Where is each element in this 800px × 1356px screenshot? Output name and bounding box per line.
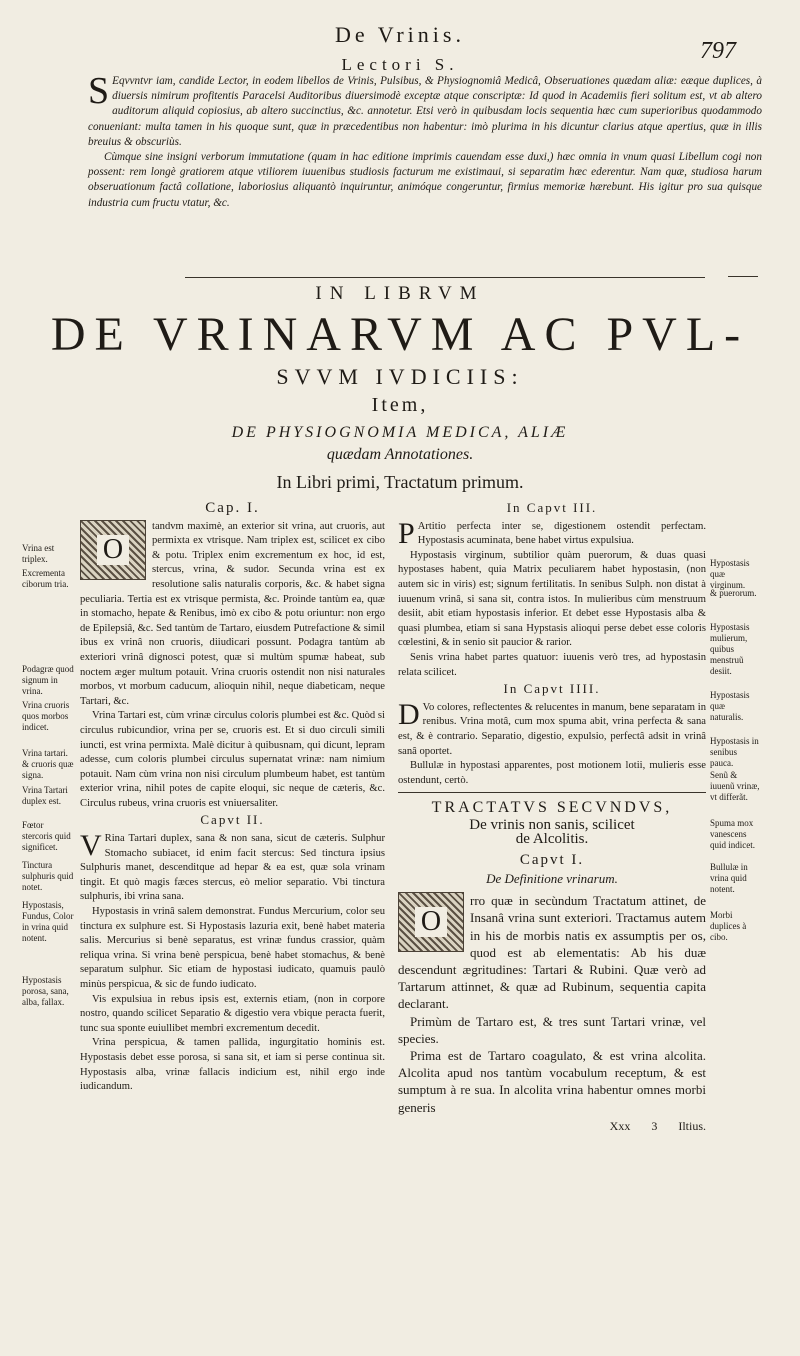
paragraph: Prima est de Tartaro coagulato, & est vrina alcolita. Alcolita apud nos tantùm vocabulum receptum, & est sumptum à re sua. In alcolita vrina habentur omnes morbi generis [398, 1048, 706, 1115]
address-to-reader: Lectori S. [341, 55, 459, 74]
margin-note: Excrementa ciborum tria. [22, 568, 69, 589]
signature-line [398, 1118, 706, 1135]
title-item: Item, [371, 394, 429, 416]
horizontal-rule [185, 277, 705, 278]
margin-note: Vrina cruoris quos morbos indicet. [22, 700, 70, 732]
margin-note: Hypostasis mulierum, quibus menstruũ desiit. [710, 622, 750, 676]
title-annotations: quædam Annotationes. [326, 446, 474, 463]
section-rule [398, 792, 706, 793]
chapter-1-text-2: Vrina Tartari est, cùm vrinæ circulus coloris plumbei est &c. Quòd si circulus rubicundior, vrina per se, cruoris est. Et si duo circuli simili iuncti, est vrina permixta. Malè dicitur à quibusnam, qui dicunt, lepram adesse, cum coloris plumbei circulus supernatat vrinæ: nam nimium potauit. Nam cùm vrina non nisi circulum plumbeum habet, est tantùm exterior vrina, nihil potes de capite eloqui, sic neque de cæteris, &c. Circulus rubeus, vrina cruoris est vniuersaliter. [80, 710, 385, 809]
drop-cap: P [398, 516, 415, 550]
ornamental-initial: O [398, 892, 464, 952]
tractatus-title: TRACTATVS SECVNDVS, [431, 799, 673, 817]
title-physiognomy: DE PHYSIOGNOMIA MEDICA, ALIÆ [231, 424, 569, 441]
margin-note: Hypostasis porosa, sana, alba, fallax. [22, 975, 69, 1007]
catchword: Iltius. [678, 1118, 706, 1133]
margin-note: Morbi duplices à cibo. [710, 910, 747, 942]
margin-note: & puerorum. [710, 588, 757, 598]
ornamental-initial: O [80, 520, 146, 580]
drop-cap-s: S [88, 70, 110, 112]
margin-note: Hypostasis quæ virginum. [710, 558, 750, 590]
title-libri-primi: In Libri primi, Tractatum primum. [276, 472, 524, 492]
paragraph: Senis vrina habet partes quatuor: iuuenis verò tres, ad hypostasin relata scilicet. [398, 651, 706, 678]
preface-paragraph-1: S Eqvvntvr iam, candide Lector, in eodem libellos de Vrinis, Pulsibus, & Physiognomiâ Medicâ, Obseruationes quædam aliæ: eæque duplices, à diuersis nimirum profitentis Paracelsi Auditoribus diuersimodè exceptæ atque conscriptæ: Id quod in Academiis fieri solitum est, vt ab altero auditorum aliquid copiosius, ab altero succinctius, &c. annotetur. Etsi verò in quibusdam locis sequentia hæc cum superioribus quodammodo conueniant: multa tamen in his quoque sunt, quæ in præcedentibus non habentur: imò plurima in his dicuntur clarius atque apertius, quæ in illis breuius & obscuriùs. [88, 70, 762, 148]
preface-paragraph-2: Cùmque sine insigni verborum immutatione (quam in hac editione imprimis cauendam esse duxi,) hæc omnia in vnum quasi Libellum cogi non possent: rem longè gratiorem atque vtiliorem iuuenibus studiosis facturum me existimaui, si separatim hæc ederentur. Nam quæ, studiosa harum obseruationum factâ collatione, laboriosius aliquantò inquiruntur, animóque congeruntur, firmius memoriæ hærebunt. His igitur pro sua quisque industria cum fructu vtatur, &c. [88, 151, 762, 209]
chapter-heading: In Capvt IIII. [503, 681, 601, 697]
tractatus-subtitle: De vrinis non sanis, scilicet de Alcolitis. [469, 816, 635, 848]
drop-cap: D [398, 697, 420, 731]
paragraph: Hypostasis virginum, subtilior quàm puerorum, & duas quasi hypostases habent, quia Matrix peculiarem habet hypostasin, (non autem sic in viris) est; signum fertilitatis. In senibus Sulph. non distat à iuuenum vrinâ, si sana sit, contra istos. In mulieribus cùm menstruum desiit, abit etiam hypostasis inferior. Et debet esse Hypostasis alba & quasi plumbea, etiam si sana Hypstasis alioqui perse debet esse coloris cœlestini, & in senio sit paucior & rarior. [398, 549, 706, 649]
paragraph: Bullulæ in hypostasi apparentes, post motionem lotii, mulieris esse ostendunt, certò. [398, 760, 706, 786]
definition-text: O rro quæ in secùndum Tractatum attinet, de Insanâ vrina sunt exteriori. Tractamus autem in his de morbis natis ex assumptis per os, quod est ab elementatis: Ab his duæ descendunt ægritudines: Tartari & Rubini. Quæ verò ad Tartarum attinnet, & quæ ad Rubinum, sequentia capita declarant. [398, 893, 706, 1012]
running-title: De Vrinis. [335, 22, 465, 47]
paragraph: Vrina perspicua, & tamen pallida, ingurgitatio hominis est. Hypostasis debet esse porosa, si sana sit, et iam si perse continua sit. Hypostasis alba, vrinæ fallacis indicium est, nihil ergo inde iudicandum. [80, 1037, 385, 1093]
margin-note: Hypostasis in senibus pauca. [710, 736, 759, 768]
chapter-heading: Capvt II. [200, 812, 265, 828]
preface [88, 70, 762, 211]
chapter-heading: Capvt I. [519, 852, 585, 869]
chapter-1-text: O tandvm maximè, an exterior sit vrina, aut cruoris, aut permixta ex vtrisque. Nam triplex est, scilicet ex cibo & potu. Triplex enim excrementum ex hoc, id est, stercus, vrina, & sudor. Secunda vrina est ex resolutione salis naturalis corporis, &c. & habet signa peculiaria. Tertia est ex vtrisque permista, &c. Proinde tantùm ea, quæ in stomacho, hepate & Renibus, imò ex cibo & potu oriuntur: non ergo de Epilepsiâ, &c. Sed tantùm de Tartaro, eiusdem Putrefactione & simil ibus ex vrinâ non cruoris, diiudicari possunt. Podagra tantùm ab exteriori vrinâ dignosci potest, quæ si multùm spumæ habeat, sub noctem æger multum potauit. Vrina cruoris ostendit non nisi naturales morbos, vt morbum caducum, alioquin nihil, neque diabeticam, neque Tartari, &c. [80, 520, 385, 707]
chapter-heading: In Capvt III. [506, 500, 598, 515]
margin-note: Vrina est triplex. [22, 543, 55, 564]
chapter-4-text: D Vo colores, reflectentes & relucentes in manum, bene separatam in renibus. Vrina motâ, cum mox spuma abit, vrina perfecta & sana est, & è contrario. Separatio, digestio, expulsio, perfectâ adsit in vrinâ sanâ oportet. [398, 697, 706, 757]
rule-dash [728, 276, 758, 277]
margin-note: Senũ & iuuenũ vrinæ, vt differãt. [710, 770, 760, 802]
signature-number: 3 [651, 1118, 658, 1133]
definition-heading: De Definitione vrinarum. [486, 870, 618, 886]
margin-note: Podagræ quod signum in vrina. [22, 664, 74, 696]
margin-note: Tinctura sulphuris quid notet. [22, 860, 74, 892]
margin-note: Bullulæ in vrina quid notent. [710, 862, 748, 894]
margin-note: Vrina Tartari duplex est. [22, 785, 68, 806]
signature-mark: Xxx [609, 1118, 631, 1133]
margin-note: Spuma mox vanescens quid indicet. [710, 818, 755, 850]
chapter-2-text: V Rina Tartari duplex, sana & non sana, sicut de cæteris. Sulphur Stomacho subiacet, id enim facit stercus: Sed tinctura ipsius Sulphuris manet, descenditque ad hepar & ea est, quæ sola vrinam tingit. Et quò magis fæces stercus, eò melior separatio. Vbi tinctura sulphuris, ibi vrina sana. [80, 829, 385, 903]
page-number: 797 [700, 38, 736, 64]
left-column [80, 499, 385, 1095]
drop-cap: V [80, 829, 102, 863]
main-title: DE VRINARVM AC PVL- [50, 308, 750, 361]
margin-note: Hypostasis, Fundus, Color in vrina quid notent. [22, 900, 74, 943]
margin-note: Vrina tartari. & cruoris quæ signa. [22, 748, 74, 780]
right-column [398, 499, 706, 1135]
margin-note: Hypostasis quæ naturalis. [710, 690, 750, 722]
paragraph: Vis expulsiua in rebus ipsis est, externis etiam, (non in corpore nostro, quando scilicet Separatio & digestio vera vbique peracta fuerit, tunc sua sponte euiullibet membri excrementum decedit. [80, 993, 385, 1034]
definition-body [398, 892, 706, 1135]
title-in-librum: IN LIBRVM [315, 283, 485, 304]
chapter-heading: Cap. I. [205, 500, 260, 516]
subtitle: SVVM IVDICIIS: [276, 364, 524, 389]
paragraph: Primùm de Tartaro est, & tres sunt Tartari vrinæ, vel species. [398, 1013, 706, 1046]
paragraph: Hypostasis in vrinâ salem demonstrat. Fundus Mercurium, color seu tinctura ex sulphure est. Si Hypostasis lazuria exit, benè habet materia salis. Mercurius si benè separatus, est vrinæ fundus crassior, quàm reliqua vrina. Si vrina benè perspicua, benè habet stomachus, & benè separatum sulphur. Sic etiam de hypostasi iudicato, quamuis paulò minùs perspicua, & sic de fundo iudicato. [80, 906, 385, 990]
chapter-3-text: P Artitio perfecta inter se, digestionem ostendit perfectam. Hypostasis acuminata, bene habet virtus expulsiua. [398, 516, 706, 550]
margin-note: Fœtor stercoris quid significet. [22, 820, 71, 852]
